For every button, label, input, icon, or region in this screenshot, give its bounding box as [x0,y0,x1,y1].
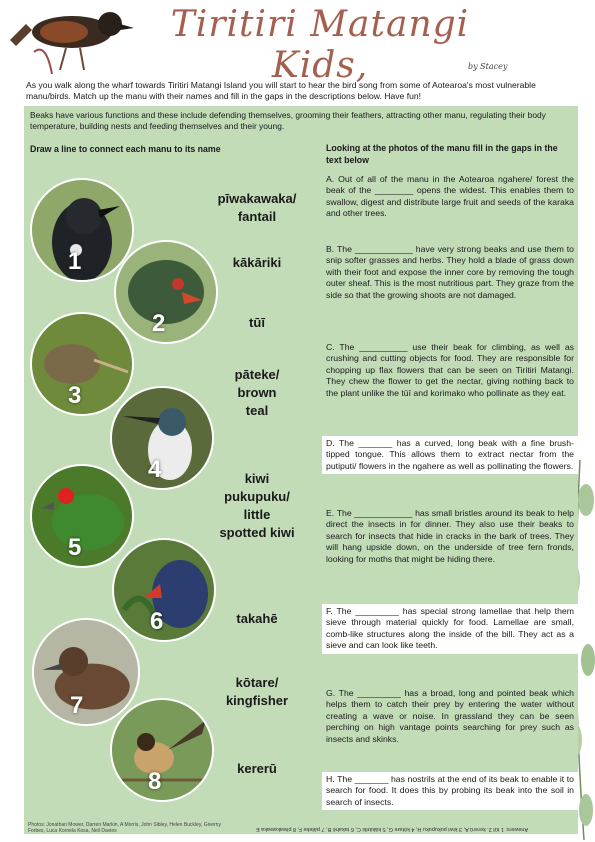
photo-credits: Photos: Jonathan Mower, Darren Markin, A Morris, John Sibley, Helen Buckley, Giverny Forbes, Luca Kornela Kosa, Neil Davies [28,822,221,834]
photo-number-8: 8 [148,768,162,795]
photo-number-4: 4 [148,456,162,483]
bird-name-piwakawaka: pīwakawaka/ fantail [217,191,297,224]
bird-photo-1 [30,178,134,282]
photo-number-5: 5 [68,534,82,561]
fill-gaps-heading: Looking at the photos of the manu fill in the gaps in the text below [326,143,558,165]
bird-name-kotare: kōtare/ kingfisher [225,675,289,708]
description-g: G. The _________ has a broad, long and pointed beak which helps them to catch their prey by entering the water without creating a wave or noise. In grassland they can be seen perching on high vantage points searching for prey such as insects and skinks. [326,688,574,744]
bird-photo-7 [32,618,140,726]
description-c: C. The __________ use their beak for climbing, as well as crushing and cutting objects for food. They are responsible for chopping up flax flowers that can be seen on Tiritiri Matangi. They chew the flower to get the nectar, giving nothing back to the plant unlike the tūī and korimako who pollinate as they eat. [326,342,574,398]
activity-panel [24,106,578,834]
photo-number-6: 6 [150,608,164,635]
description-a: A. Out of all of the manu in the Aotearoa ngahere/ forest the beak of the ________ opens the widest. This enables them to swallow, digest and distribute large fruit and seeds of the karaka and other trees. [326,174,574,219]
bird-photo-5 [30,464,134,568]
bird-name-kereru: kererū [237,761,277,776]
photo-number-7: 7 [70,692,84,719]
page-title: Tiritiri Matangi Kids, [170,4,470,86]
bird-photo-3 [30,312,134,416]
byline: by Stacey [468,62,508,71]
bird-name-tui: tūī [249,315,265,330]
matching-heading: Draw a line to connect each manu to its name [30,144,221,154]
photo-number-3: 3 [68,382,82,409]
header-bird-illustration [6,2,136,74]
description-h: H. The _______ has nostrils at the end of its beak to enable it to search for food. It does this by probing its beak into the soil in search of insects. [322,772,578,810]
upside-down-answers: Answers: 1 tūī 2. kererū A, 3 kiwi pukupuku H, 4 kōtare G, 5 kākāriki C, 6 takahē B, 7 pāteke F, 8 pīwakawaka E [256,826,529,832]
bird-name-kakariki: kākāriki [232,255,282,270]
bird-name-takahe: takahē [236,611,278,626]
panel-intro: Beaks have various functions and these include defending themselves, grooming their feathers, attracting other manu, regulating their body temperature, building nests and feeding themselves and their young. [30,110,546,131]
photo-number-1: 1 [68,248,82,275]
bird-photo-8 [110,698,214,802]
description-f: F. The _________ has special strong lamellae that help them sieve through material quickly for food. Lamellae are small, comb-like structures along the inside of the bill. They act as a sieve and can look like teeth. [322,604,578,654]
bird-name-pateke: pāteke/ brown teal [234,367,280,418]
photo-number-2: 2 [152,310,166,337]
description-e: E. The ____________ has small bristles around its beak to help direct the insects in for dinner. They also use their beaks to search for insects that hide in cracks in the bark of trees. They will hang upside down, on the underside of tree fern fronds, looking for moths that might be hiding there. [326,508,574,564]
description-b: B. The ____________ have very strong beaks and use them to snip softer grasses and herbs. They hold a blade of grass down with their foot and expose the inner core by removing the tough outer sheaf. This is the most nutritious part. They graze from the side so that the growing shoots are not damaged. [326,244,574,300]
intro-text: As you walk along the wharf towards Tiritiri Matangi Island you will start to hear the bird song from some of Aotearoa's most vulnerable manu/birds. Match up the manu with their names and fill in the gaps in the descriptions below. Have fun! [26,80,536,101]
description-d: D. The _______ has a curved, long beak with a fine brush-tipped tongue. This allows them to extract nectar from the putiputi/ flowers in the ngahere as well as pollinating the flowers. [322,436,578,474]
bird-name-kiwi: kiwi pukupuku/ little spotted kiwi [219,471,295,540]
